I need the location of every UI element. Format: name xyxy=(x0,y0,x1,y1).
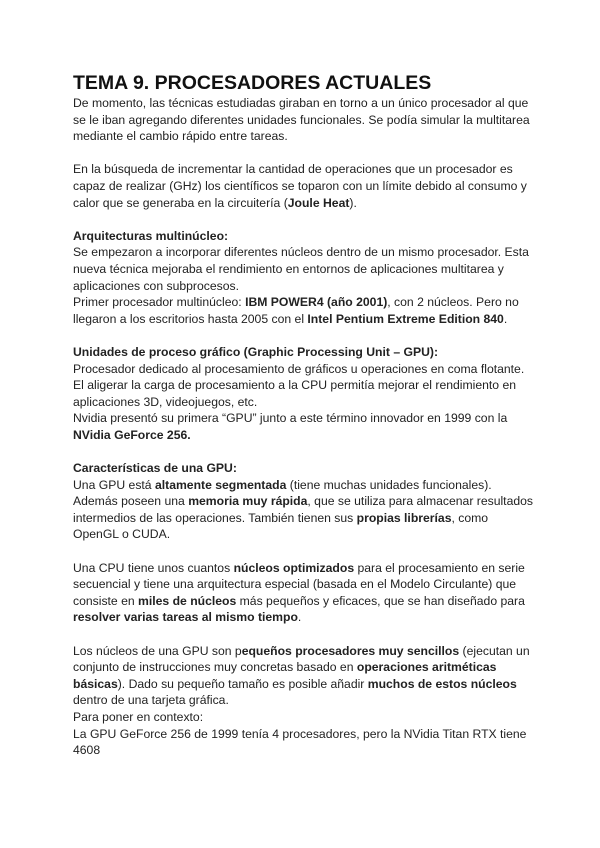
page-title: TEMA 9. PROCESADORES ACTUALES xyxy=(73,72,432,94)
features-text: Una CPU tiene unos cuantos xyxy=(73,560,234,575)
features-text: (ejecutan un conjunto de instrucciones muy concretas basado en xyxy=(73,643,530,675)
section-heading-features: Características de una GPU: xyxy=(73,461,237,476)
gpu-paragraph-3 xyxy=(73,410,533,443)
features-text: ). Dado su pequeño tamaño es posible añadir xyxy=(117,676,368,691)
spacer xyxy=(73,543,533,560)
features-text: . xyxy=(297,610,302,625)
optimized-cores-term: núcleos optimizados xyxy=(233,560,355,575)
spacer xyxy=(73,626,533,643)
features-text: Una GPU está xyxy=(73,477,155,492)
intel-pentium-term: Intel Pentium Extreme Edition 840 xyxy=(307,311,504,326)
ibm-power4-term: IBM POWER4 (año 2001) xyxy=(245,295,388,310)
features-text: , como OpenGL o CUDA. xyxy=(73,510,489,542)
multitask-term: resolver varias tareas al mismo tiempo xyxy=(73,610,298,625)
thousands-cores-term: miles de núcleos xyxy=(138,593,237,608)
gpu-paragraph-2: El aligerar la carga de procesamiento a la CPU permitía mejorar el rendimiento en aplicaciones 3D, videojuegos, etc. xyxy=(73,378,517,409)
multicore-paragraph-2 xyxy=(73,294,533,327)
multicore-text: , con 2 núcleos. Pero no llegaron a los escritorios hasta 2005 con el xyxy=(73,295,519,326)
simple-processors-term: equeños procesadores muy sencillos xyxy=(241,643,460,658)
features-text: para el procesamiento en serie secuencial y tiene una arquitectura especial (basada en el Modelo Circulante) que consiste en xyxy=(73,560,525,608)
features-paragraph-3 xyxy=(73,643,533,709)
spacer xyxy=(73,145,533,162)
features-text: Los núcleos de una GPU son p xyxy=(73,643,242,658)
features-paragraph-2 xyxy=(73,560,533,626)
spacer xyxy=(73,327,533,344)
joule-heat-term: Joule Heat xyxy=(287,195,350,210)
gpu-paragraph-1: Procesador dedicado al procesamiento de gráficos u operaciones en coma flotante. xyxy=(73,361,525,376)
intro-text: En la búsqueda de incrementar la cantidad de operaciones que un procesador es capaz de realizar (GHz) los científicos se toparon con un límite debido al consumo y calor que se generaba en la circuitería ( xyxy=(73,162,527,210)
many-cores-term: muchos de estos núcleos xyxy=(367,676,517,691)
intro-text-end: ). xyxy=(349,195,357,210)
multicore-paragraph-1: Se empezaron a incorporar diferentes núcleos dentro de un mismo procesador. Esta nueva técnica mejoraba el rendimiento en entornos de aplicaciones multitarea y aplicaciones con subprocesos. xyxy=(73,245,529,293)
section-heading-gpu: Unidades de proceso gráfico (Graphic Processing Unit – GPU): xyxy=(73,344,439,359)
features-paragraph-5: La GPU GeForce 256 de 1999 tenía 4 procesadores, pero la NVidia Titan RTX tiene 4608 xyxy=(73,726,527,758)
intro-paragraph-1: De momento, las técnicas estudiadas giraban en torno a un único procesador al que se le iban agregando diferentes unidades funcionales. Se podía simular la multitarea mediante el cambio rápido entre tareas. xyxy=(73,96,530,144)
spacer xyxy=(73,443,533,460)
document-body xyxy=(73,71,533,759)
libraries-term: propias librerías xyxy=(356,510,452,525)
features-text: dentro de una tarjeta gráfica. xyxy=(73,693,229,708)
geforce-256-term: NVidia GeForce 256. xyxy=(73,427,191,442)
features-paragraph-1 xyxy=(73,477,533,543)
multicore-text-end: . xyxy=(503,311,508,326)
gpu-text: Nvidia presentó su primera “GPU” junto a este término innovador en 1999 con la xyxy=(73,411,508,426)
spacer xyxy=(73,211,533,228)
segmented-term: altamente segmentada xyxy=(154,477,287,492)
features-text: (tiene muchas unidades funcionales). Además poseen una xyxy=(73,477,492,509)
section-heading-multicore: Arquitecturas multinúcleo: xyxy=(73,228,229,243)
arithmetic-ops-term: operaciones aritméticas básicas xyxy=(73,660,497,691)
intro-paragraph-2 xyxy=(73,161,533,211)
multicore-text: Primer procesador multinúcleo: xyxy=(73,295,246,310)
features-text: , que se utiliza para almacenar resultados intermedios de las operaciones. También tienen sus xyxy=(73,494,533,525)
features-paragraph-4: Para poner en contexto: xyxy=(73,709,204,724)
fast-memory-term: memoria muy rápida xyxy=(188,494,308,509)
features-text: más pequeños y eficaces, que se han diseñado para xyxy=(236,593,525,608)
